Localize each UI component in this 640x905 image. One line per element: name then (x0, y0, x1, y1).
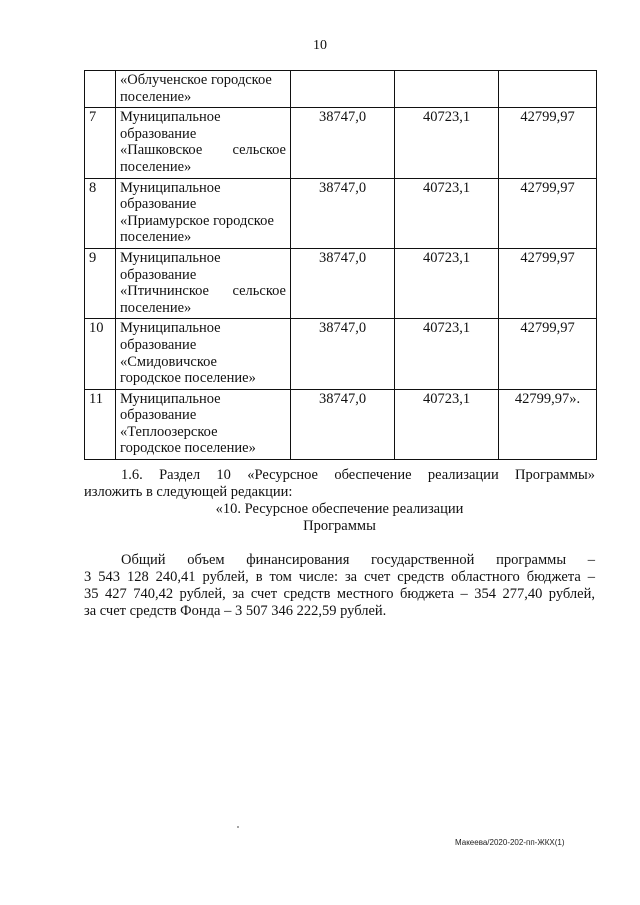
municipality-name-line: образование (120, 196, 197, 213)
amount-year-3 (499, 71, 597, 108)
table-row (85, 389, 597, 459)
amount-year-3: 42799,97 (499, 108, 597, 178)
municipality-name-line: «Птичнинское сельское (120, 283, 286, 300)
municipality-name-line: Муниципальное (120, 320, 221, 337)
municipality-name-line: «Пашковское сельское (120, 142, 286, 159)
amount-year-1 (291, 71, 395, 108)
section-heading: «10. Ресурсное обеспечение реализации (215, 501, 464, 517)
funding-paragraph-line-4: за счет средств Фонда – 3 507 346 222,59 рублей. (84, 603, 387, 619)
amount-year-3: 42799,97 (499, 319, 597, 389)
amount-year-1: 38747,0 (291, 248, 395, 318)
amount-year-2 (395, 71, 499, 108)
funding-paragraph-line-3: 35 427 740,42 рублей, за счет средств местного бюджета – 354 277,40 рублей, (84, 586, 595, 602)
municipality-name-line: образование (120, 125, 197, 142)
amount-year-1: 38747,0 (291, 108, 395, 178)
municipality-name (116, 319, 291, 389)
table-row (85, 71, 597, 108)
municipality-name-line: «Теплоозерское (120, 423, 218, 440)
municipality-name-line: «Приамурское городское (120, 212, 274, 229)
allocation-table (84, 70, 597, 460)
row-number: 10 (85, 319, 116, 389)
municipality-name-line: поселение» (120, 88, 192, 105)
municipality-name-line: поселение» (120, 299, 192, 316)
municipality-name (116, 108, 291, 178)
amount-year-3: 42799,97 (499, 178, 597, 248)
amount-year-2: 40723,1 (395, 108, 499, 178)
table-row (85, 178, 597, 248)
municipality-name-line: образование (120, 407, 197, 424)
municipality-name-line: поселение» (120, 229, 192, 246)
municipality-name-line: Муниципальное (120, 249, 221, 266)
section-heading-continued: Программы (303, 518, 376, 534)
municipality-name-line: Муниципальное (120, 390, 221, 407)
amount-year-2: 40723,1 (395, 178, 499, 248)
row-number: 11 (85, 389, 116, 459)
municipality-name (116, 389, 291, 459)
municipality-name-line: Муниципальное (120, 179, 221, 196)
scan-speck (237, 826, 239, 828)
municipality-name-line: поселение» (120, 158, 192, 175)
amendment-paragraph: 1.6. Раздел 10 «Ресурсное обеспечение реализации Программы» (121, 467, 595, 483)
municipality-name-line: образование (120, 266, 197, 283)
municipality-name-line: «Облученское городское (120, 72, 272, 88)
municipality-name-line: городское поселение» (120, 440, 256, 457)
row-number (85, 71, 116, 108)
amount-year-1: 38747,0 (291, 319, 395, 389)
municipality-name-line: образование (120, 336, 197, 353)
municipality-name-line: Муниципальное (120, 109, 221, 126)
table-row (85, 319, 597, 389)
funding-paragraph-line-2: 3 543 128 240,41 рублей, в том числе: за счет средств областного бюджета – (84, 569, 595, 585)
amount-year-1: 38747,0 (291, 389, 395, 459)
amount-year-2: 40723,1 (395, 389, 499, 459)
municipality-name (116, 178, 291, 248)
funding-paragraph-line-1: Общий объем финансирования государственной программы – (121, 552, 595, 568)
municipality-name (116, 248, 291, 318)
document-footer: Макеева/2020-202-пп-ЖКХ(1) (455, 838, 565, 847)
municipality-name (116, 71, 291, 108)
amount-year-3: 42799,97». (499, 389, 597, 459)
amount-year-2: 40723,1 (395, 319, 499, 389)
table-row (85, 248, 597, 318)
row-number: 7 (85, 108, 116, 178)
table-row (85, 108, 597, 178)
page-number: 10 (313, 38, 327, 53)
amount-year-2: 40723,1 (395, 248, 499, 318)
municipality-name-line: «Смидовичское (120, 353, 217, 370)
municipality-name-line: городское поселение» (120, 370, 256, 387)
amount-year-1: 38747,0 (291, 178, 395, 248)
allocation-table-body (85, 71, 597, 460)
amendment-paragraph-continued: изложить в следующей редакции: (84, 484, 293, 500)
amount-year-3: 42799,97 (499, 248, 597, 318)
row-number: 9 (85, 248, 116, 318)
row-number: 8 (85, 178, 116, 248)
